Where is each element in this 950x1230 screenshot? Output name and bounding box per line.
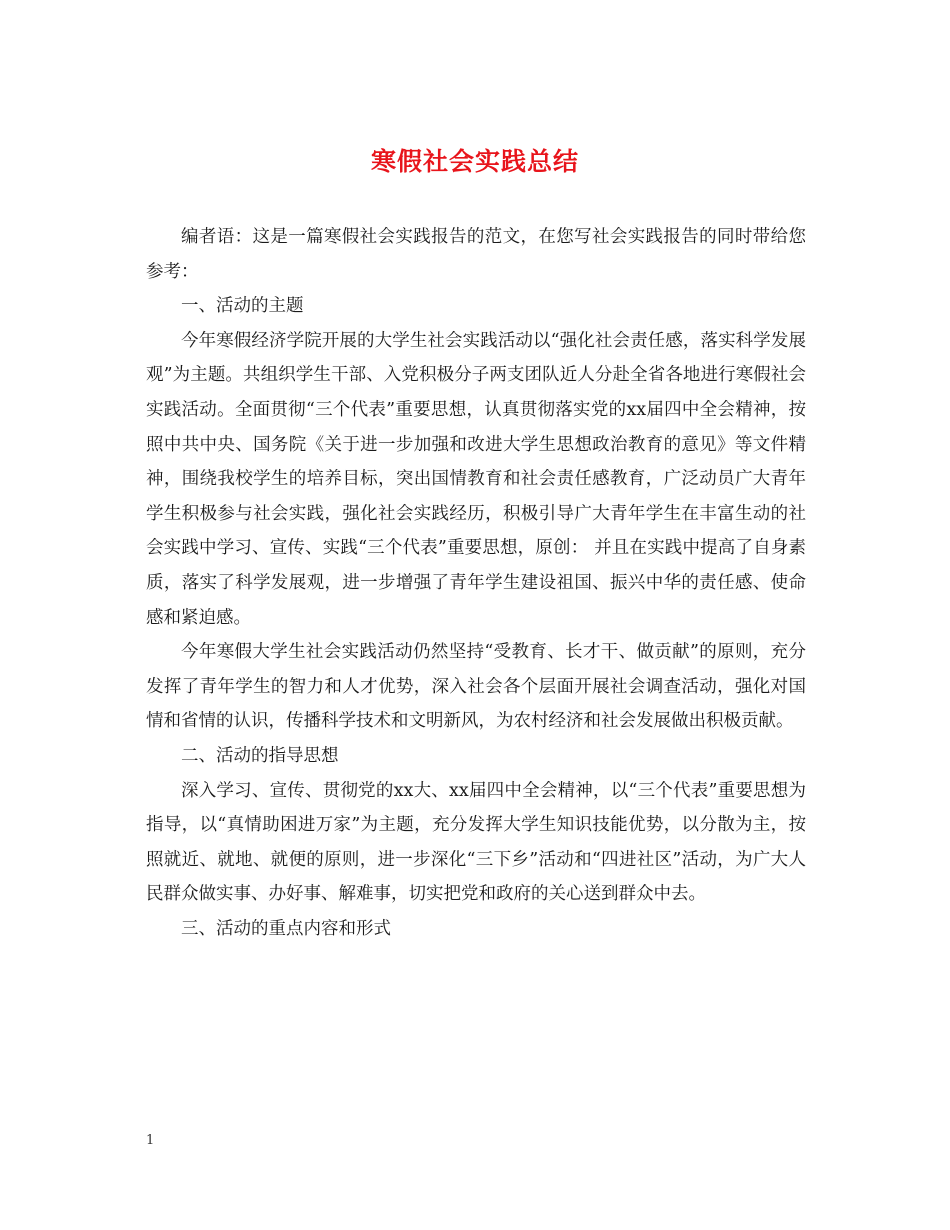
section-heading-theme: 一、活动的主题 (181, 296, 304, 317)
guiding-thought-paragraph: 深入学习、宣传、贯彻党的xx大、xx届四中全会精神，以“三个代表”重要思想为指导，以“真情助困进万家”为主题，充分发挥大学生知识技能优势，以分散为主，按照就近、就地、就便的原则，进一步深化“三下乡”活动和“四进社区”活动，为广大人民群众做实事、办好事、解难事，切实把党和政府的关心送到群众中去。 (146, 780, 806, 905)
page-number: 1 (146, 1133, 155, 1148)
editor-note-paragraph: 编者语：这是一篇寒假社会实践报告的范文，在您写社会实践报告的同时带给您参考： (146, 227, 806, 282)
section-heading-guiding-thought: 二、活动的指导思想 (181, 745, 339, 766)
document-title: 寒假社会实践总结 (370, 147, 579, 176)
theme-paragraph: 今年寒假经济学院开展的大学生社会实践活动以“强化社会责任感，落实科学发展观”为主题。共组织学生干部、入党积极分子两支团队近人分赴全省各地进行寒假社会实践活动。全面贯彻“三个代表”重要思想，认真贯彻落实党的xx届四中全会精神，按照中共中央、国务院《关于进一步加强和改进大学生思想政治教育的意见》等文件精神，围绕我校学生的培养目标，突出国情教育和社会责任感教育，广泛动员广大青年学生积极参与社会实践，强化社会实践经历，积极引导广大青年学生在丰富生动的社会实践中学习、宣传、实践“三个代表”重要思想，原创： 并且在实践中提高了自身素质，落实了科学发展观，进一步增强了青年学生建设祖国、振兴中华的责任感、使命感和紧迫感。 (146, 330, 806, 628)
document-body (146, 220, 806, 946)
section-heading-key-content: 三、活动的重点内容和形式 (181, 918, 391, 939)
principle-paragraph: 今年寒假大学生社会实践活动仍然坚持“受教育、长才干、做贡献”的原则，充分发挥了青年学生的智力和人才优势，深入社会各个层面开展社会调查活动，强化对国情和省情的认识，传播科学技术和文明新风，为农村经济和社会发展做出积极贡献。 (146, 642, 806, 732)
